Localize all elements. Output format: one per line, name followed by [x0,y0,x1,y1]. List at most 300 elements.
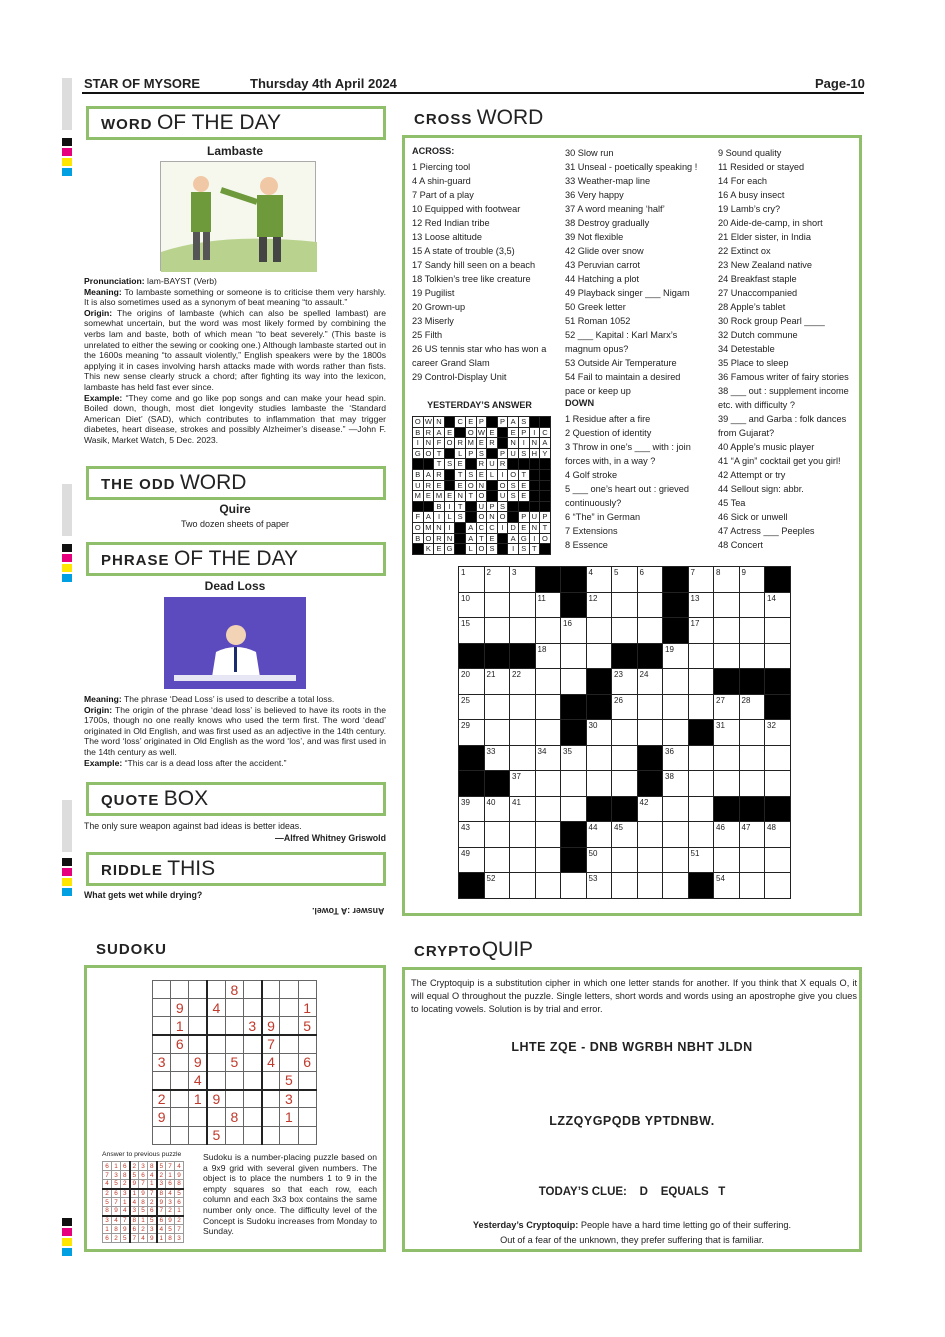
sudoku-cell[interactable] [189,1126,207,1144]
label: Meaning: [84,694,122,704]
sudoku-cell[interactable] [189,999,207,1017]
crossword-cell[interactable]: 38 [663,771,689,797]
crossword-cell[interactable] [612,847,638,873]
clue: 23 New Zealand native [718,260,812,270]
crossword-cell[interactable] [663,822,689,848]
sudoku-cell: 7 [139,1180,148,1189]
sudoku-cell: 9 [112,1207,121,1216]
crossword-cell[interactable]: 40 [484,796,510,822]
sudoku-cell[interactable] [280,1126,298,1144]
crossword-cell[interactable]: 16 [561,618,587,644]
sudoku-cell[interactable] [189,1017,207,1035]
black-cell [465,501,476,512]
black-cell [714,669,740,695]
crossword-cell[interactable] [663,720,689,746]
clue: etc. with difficulty ? [718,400,795,410]
crossword-cell[interactable] [714,643,740,669]
black-cell [444,417,455,428]
crossword-cell[interactable]: 26 [612,694,638,720]
crossword-cell[interactable]: 35 [561,745,587,771]
sudoku-cell: 9 [121,1225,130,1234]
sudoku-cell[interactable] [225,1071,243,1089]
sudoku-cell[interactable] [153,1071,171,1089]
crossword-cell[interactable] [688,822,714,848]
sudoku-cell[interactable] [243,1126,261,1144]
sudoku-cell[interactable] [189,981,207,999]
crossword-cell[interactable] [510,745,536,771]
sudoku-cell[interactable] [207,981,225,999]
sudoku-cell: 5 [175,1189,184,1198]
sudoku-cell[interactable] [153,981,171,999]
crossword-cell[interactable] [637,873,663,899]
sudoku-cell: 8 [130,1216,139,1225]
crossword-cell[interactable] [637,694,663,720]
sudoku-cell: 1 [157,1234,166,1243]
sudoku-cell[interactable] [207,1053,225,1071]
sudoku-cell[interactable]: 5 [207,1126,225,1144]
sudoku-cell[interactable]: 5 [280,1071,298,1089]
black-cell [561,567,587,593]
crossword-cell[interactable] [637,618,663,644]
answer-cell: R [423,480,434,491]
crossword-cell[interactable] [714,771,740,797]
crossword-cell[interactable] [714,618,740,644]
crossword-cell[interactable] [765,847,791,873]
sudoku-title [84,934,386,968]
sudoku-cell[interactable]: 4 [189,1071,207,1089]
sudoku-cell[interactable]: 4 [207,999,225,1017]
sudoku-cell[interactable] [207,1035,225,1053]
crossword-cell[interactable] [688,643,714,669]
answer-cell: C [476,522,487,533]
crossword-cell[interactable] [688,796,714,822]
crossword-cell[interactable] [535,822,561,848]
crossword-cell[interactable]: 19 [663,643,689,669]
label: Origin: [84,307,113,318]
sudoku-cell[interactable] [262,1126,280,1144]
answer-cell: E [455,480,466,491]
crossword-cell[interactable] [739,720,765,746]
crossword-cell[interactable] [612,592,638,618]
sudoku-cell[interactable] [243,999,261,1017]
answer-cell: U [476,501,487,512]
crossword-cell[interactable] [612,618,638,644]
clue: 44 Hatching a plot [565,274,640,284]
answer-cell: W [424,417,432,426]
black-cell [508,459,519,470]
sudoku-cell[interactable] [207,1071,225,1089]
crossword-cell[interactable]: 27 [714,694,740,720]
clue: 48 Concert [718,540,763,550]
crossword-cell[interactable]: 10 [459,592,485,618]
crossword-cell[interactable] [765,618,791,644]
crossword-cell[interactable]: 23 [612,669,638,695]
crossword-cell[interactable]: 7 [688,567,714,593]
crossword-cell[interactable] [535,669,561,695]
sudoku-cell[interactable]: 9 [171,999,189,1017]
crossword-cell[interactable]: 53 [586,873,612,899]
sudoku-cell[interactable]: 3 [280,1090,298,1108]
sudoku-cell[interactable] [280,1053,298,1071]
crossword-cell[interactable]: 47 [739,822,765,848]
sudoku-cell[interactable] [280,999,298,1017]
crossword-cell[interactable] [663,669,689,695]
sudoku-cell[interactable]: 4 [262,1053,280,1071]
crossword-cell[interactable]: 6 [637,567,663,593]
crossword-cell[interactable] [561,643,587,669]
black-cell [561,822,587,848]
sudoku-cell: 7 [121,1216,130,1225]
crossword-cell[interactable] [765,873,791,899]
sudoku-cell[interactable] [171,1108,189,1126]
answer-cell: E [423,491,434,502]
sudoku-cell[interactable] [262,999,280,1017]
crossword-cell[interactable] [535,847,561,873]
sudoku-cell[interactable] [153,999,171,1017]
sudoku-cell[interactable] [225,1090,243,1108]
sudoku-cell[interactable] [243,1053,261,1071]
sudoku-cell[interactable] [171,1126,189,1144]
crossword-cell[interactable] [535,771,561,797]
sudoku-description: Sudoku is a number-placing puzzle based on a 9x9 grid with several given numbers. The object is to place the numbers 1 to 9 in the empty squares so that each row, each column and each 3x3 box contains the same number only once. The difficulty level of the Concept is Sudoku increases from Monday to Sunday. [203,1152,377,1237]
clue: 39 Not flexible [565,232,624,242]
crossword-cell[interactable]: 8 [714,567,740,593]
sudoku-cell[interactable] [171,1090,189,1108]
crossword-cell[interactable]: 44 [586,822,612,848]
origin: The origins of lambaste (which can also be spelled lambast) are somewhat uncertain, but the word was most likely formed by combining the verbs lam and baste, both of which mean “to beat severely.” (This baste is unrelated to either the sewing or cooking one.) Although lambaste started out in the 1600s meaning “to assault violently,” English speakers were by the 1800s applying it in cases involving harsh attacks made with words rather than fists. This new sense clearly struck a chord; after fighting its way into the lexicon, lambaste has held fast ever since. [84,307,386,392]
crossword-cell[interactable]: 51 [688,847,714,873]
crossword-cell[interactable] [612,745,638,771]
crossword-cell[interactable] [765,771,791,797]
answer-cell: R [476,459,487,470]
crossword-cell[interactable]: 25 [459,694,485,720]
answer-cell: P [518,512,529,523]
sudoku-cell: 3 [157,1180,166,1189]
sudoku-cell[interactable] [225,1035,243,1053]
sudoku-cell[interactable]: 2 [153,1090,171,1108]
crossword-cell[interactable] [586,745,612,771]
clue: from Gujarat? [718,428,775,438]
sudoku-cell[interactable] [153,1126,171,1144]
sudoku-cell[interactable] [280,1035,298,1053]
sudoku-cell[interactable] [280,1017,298,1035]
crossword-cell[interactable] [688,771,714,797]
crossword-cell[interactable] [739,771,765,797]
sudoku-cell[interactable] [298,1126,316,1144]
crossword-cell[interactable] [714,745,740,771]
crossword-cell[interactable]: 21 [484,669,510,695]
crossword-cell[interactable] [510,720,536,746]
answer-cell: M [423,522,434,533]
sudoku-cell[interactable]: 5 [298,1017,316,1035]
color-swatch [62,1248,72,1256]
crossword-cell[interactable]: 14 [765,592,791,618]
sudoku-cell[interactable]: 6 [171,1035,189,1053]
sudoku-cell[interactable]: 9 [189,1053,207,1071]
sudoku-cell[interactable]: 9 [262,1017,280,1035]
crossword-cell[interactable]: 52 [484,873,510,899]
answer-cell: P [497,448,508,459]
sudoku-cell[interactable] [243,1035,261,1053]
black-cell [663,618,689,644]
sudoku-cell[interactable] [243,981,261,999]
crossword-cell[interactable]: 13 [688,592,714,618]
crossword-cell[interactable]: 1 [459,567,485,593]
crossword-cell[interactable] [739,847,765,873]
crossword-cell[interactable]: 15 [459,618,485,644]
answer-cell: O [540,533,551,544]
crossword-cell[interactable] [612,720,638,746]
crossword-cell[interactable] [714,592,740,618]
crossword-cell[interactable] [561,669,587,695]
crossword-cell[interactable] [510,822,536,848]
crossword-cell[interactable] [739,873,765,899]
crossword-cell[interactable] [663,847,689,873]
crossword-cell[interactable] [688,745,714,771]
crossword-cell[interactable] [561,873,587,899]
sudoku-cell[interactable] [262,1108,280,1126]
sudoku-cell[interactable]: 1 [189,1090,207,1108]
color-swatch [62,1228,72,1236]
crossword-cell[interactable] [586,618,612,644]
crossword-cell[interactable]: 36 [663,745,689,771]
sudoku-cell: 2 [112,1234,121,1243]
crossword-cell[interactable]: 28 [739,694,765,720]
sudoku-cell[interactable] [153,1017,171,1035]
answer-cell: C [540,427,551,438]
crossword-cell[interactable] [612,771,638,797]
sudoku-cell[interactable] [243,1071,261,1089]
black-cell [413,544,424,555]
crossword-cell[interactable] [484,847,510,873]
crossword-cell[interactable] [663,873,689,899]
sudoku-cell[interactable] [171,1053,189,1071]
crossword-cell[interactable] [484,592,510,618]
crossword-cell[interactable] [688,694,714,720]
answer-cell: O [444,438,455,449]
crossword-cell[interactable] [688,669,714,695]
crossword-cell[interactable] [510,847,536,873]
color-swatch [62,158,72,166]
black-cell [765,796,791,822]
sudoku-cell: 7 [175,1225,184,1234]
sudoku-cell[interactable] [171,981,189,999]
crossword-cell[interactable] [765,745,791,771]
answer-cell: T [434,448,445,459]
crossword-cell[interactable] [586,771,612,797]
answer-cell: B [413,427,424,438]
sudoku-cell[interactable] [280,981,298,999]
sudoku-cell[interactable]: 6 [298,1053,316,1071]
crossword-cell[interactable] [637,592,663,618]
down-clues-1 [565,412,691,552]
sudoku-cell[interactable] [298,1035,316,1053]
sudoku-cell[interactable] [243,1090,261,1108]
clue: 43 Peruvian carrot [565,260,641,270]
crossword-cell[interactable]: 29 [459,720,485,746]
clue: 13 Loose altitude [412,232,482,242]
sudoku-cell[interactable] [189,1108,207,1126]
answer-cell: I [413,438,424,449]
sudoku-cell[interactable]: 9 [153,1108,171,1126]
sudoku-cell[interactable]: 3 [243,1017,261,1035]
sudoku-cell: 3 [121,1189,130,1198]
sudoku-cell[interactable]: 8 [225,981,243,999]
crossword-cell[interactable]: 3 [510,567,536,593]
sudoku-cell[interactable] [298,1071,316,1089]
crossword-cell[interactable] [535,873,561,899]
crossword-cell[interactable]: 46 [714,822,740,848]
clue: 53 Outside Air Temperature [565,358,677,368]
crossword-cell[interactable] [739,618,765,644]
crossword-cell[interactable]: 43 [459,822,485,848]
answer-cell: C [487,522,498,533]
crossword-cell[interactable]: 34 [535,745,561,771]
sudoku-cell[interactable] [298,1108,316,1126]
sudoku-cell[interactable]: 5 [225,1053,243,1071]
across-clues-1 [412,160,546,384]
crossword-title [402,104,862,138]
sudoku-cell[interactable] [225,1017,243,1035]
crossword-cell[interactable]: 45 [612,822,638,848]
sudoku-cell: 6 [112,1189,121,1198]
crossword-cell[interactable] [510,694,536,720]
crossword-cell[interactable]: 41 [510,796,536,822]
clue: 1 Piercing tool [412,162,471,172]
clue: 3 Throw in one’s ___ with : join [565,442,691,452]
clue: 22 Extinct ox [718,246,771,256]
crossword-cell[interactable] [484,618,510,644]
crossword-cell[interactable] [612,873,638,899]
crossword-cell[interactable] [739,643,765,669]
sudoku-cell: 2 [103,1189,112,1198]
crossword-cell[interactable]: 31 [714,720,740,746]
crossword-cell[interactable]: 5 [612,567,638,593]
crossword-cell[interactable] [714,847,740,873]
crossword-cell[interactable] [739,592,765,618]
title-part: SUDOKU [96,941,168,958]
crossword-cell[interactable] [484,694,510,720]
crossword-cell[interactable]: 20 [459,669,485,695]
crossword-cell[interactable] [561,796,587,822]
sudoku-cell[interactable] [298,1090,316,1108]
crossword-cell[interactable]: 4 [586,567,612,593]
crossword-cell[interactable]: 39 [459,796,485,822]
crossword-cell[interactable]: 42 [637,796,663,822]
sudoku-cell: 1 [166,1171,175,1180]
crossword-cell[interactable] [765,643,791,669]
crossword-cell[interactable] [510,618,536,644]
crossword-cell[interactable] [535,796,561,822]
crossword-cell[interactable]: 2 [484,567,510,593]
crossword-cell[interactable]: 54 [714,873,740,899]
crossword-cell[interactable]: 12 [586,592,612,618]
crossword-cell[interactable]: 30 [586,720,612,746]
sudoku-cell[interactable]: 1 [171,1017,189,1035]
black-cell [535,567,561,593]
crossword-cell[interactable]: 48 [765,822,791,848]
sudoku-cell[interactable] [225,999,243,1017]
answer-cell: E [487,427,498,438]
sudoku-cell[interactable] [189,1035,207,1053]
answer-cell: N [529,522,540,533]
crossword-cell[interactable] [484,822,510,848]
crossword-cell[interactable] [637,720,663,746]
crossword-cell[interactable]: 22 [510,669,536,695]
sudoku-cell: 2 [175,1216,184,1225]
crossword-cell[interactable]: 50 [586,847,612,873]
sudoku-cell[interactable]: 3 [153,1053,171,1071]
sudoku-cell[interactable] [153,1035,171,1053]
title-part: QUIP [481,938,534,961]
yesterday-cryptoquip-2: Out of a fear of the unknown, they prefer suffering that is familiar. [500,1235,764,1245]
answer-cell: S [465,469,476,480]
crossword-cell[interactable] [535,720,561,746]
crossword-cell[interactable]: 9 [739,567,765,593]
sudoku-cell[interactable] [262,1090,280,1108]
crossword-cell[interactable]: 49 [459,847,485,873]
crossword-cell[interactable] [637,847,663,873]
crossword-cell[interactable] [586,643,612,669]
crossword-cell[interactable] [739,745,765,771]
sudoku-cell[interactable]: 1 [280,1108,298,1126]
issue-date: Thursday 4th April 2024 [250,76,397,91]
crossword-cell[interactable]: 32 [765,720,791,746]
yesterday-answer-grid [412,416,551,555]
sudoku-cell[interactable] [262,981,280,999]
crossword-cell[interactable] [561,771,587,797]
sudoku-cell: 8 [175,1180,184,1189]
clue: 31 Unseal - poetically speaking ! [565,162,698,172]
crossword-cell[interactable]: 18 [535,643,561,669]
sudoku-cell[interactable] [298,981,316,999]
phrase-title [86,542,386,576]
sudoku-cell: 3 [166,1198,175,1207]
sudoku-cell[interactable] [171,1071,189,1089]
sudoku-cell[interactable]: 8 [225,1108,243,1126]
answer-cell: W [477,427,485,437]
crossword-cell[interactable]: 33 [484,745,510,771]
answer-cell: U [497,491,508,502]
crossword-cell[interactable] [663,796,689,822]
crossword-cell[interactable] [535,694,561,720]
crossword-cell[interactable] [663,694,689,720]
crossword-cell[interactable]: 17 [688,618,714,644]
color-swatch [62,574,72,582]
sudoku-cell: 1 [103,1225,112,1234]
crossword-cell[interactable]: 24 [637,669,663,695]
sudoku-cell[interactable]: 1 [298,999,316,1017]
crossword-cell[interactable] [484,720,510,746]
sudoku-cell[interactable]: 7 [262,1035,280,1053]
crossword-cell[interactable] [510,873,536,899]
crossword-cell[interactable] [535,618,561,644]
label: Yesterday’s Cryptoquip: [472,1220,579,1230]
crossword-cell[interactable]: 37 [510,771,536,797]
sudoku-cell[interactable] [225,1126,243,1144]
riddle-question: What gets wet while drying? [84,890,203,900]
crossword-cell[interactable] [637,822,663,848]
sudoku-cell[interactable] [243,1108,261,1126]
crossword-cell[interactable]: 11 [535,592,561,618]
sudoku-cell[interactable] [262,1071,280,1089]
crossword-cell[interactable] [510,592,536,618]
sudoku-cell[interactable] [207,1017,225,1035]
sudoku-cell[interactable]: 9 [207,1090,225,1108]
sudoku-cell: 6 [139,1171,148,1180]
sudoku-cell[interactable] [207,1108,225,1126]
odd-word-definition: Two dozen sheets of paper [180,519,290,529]
